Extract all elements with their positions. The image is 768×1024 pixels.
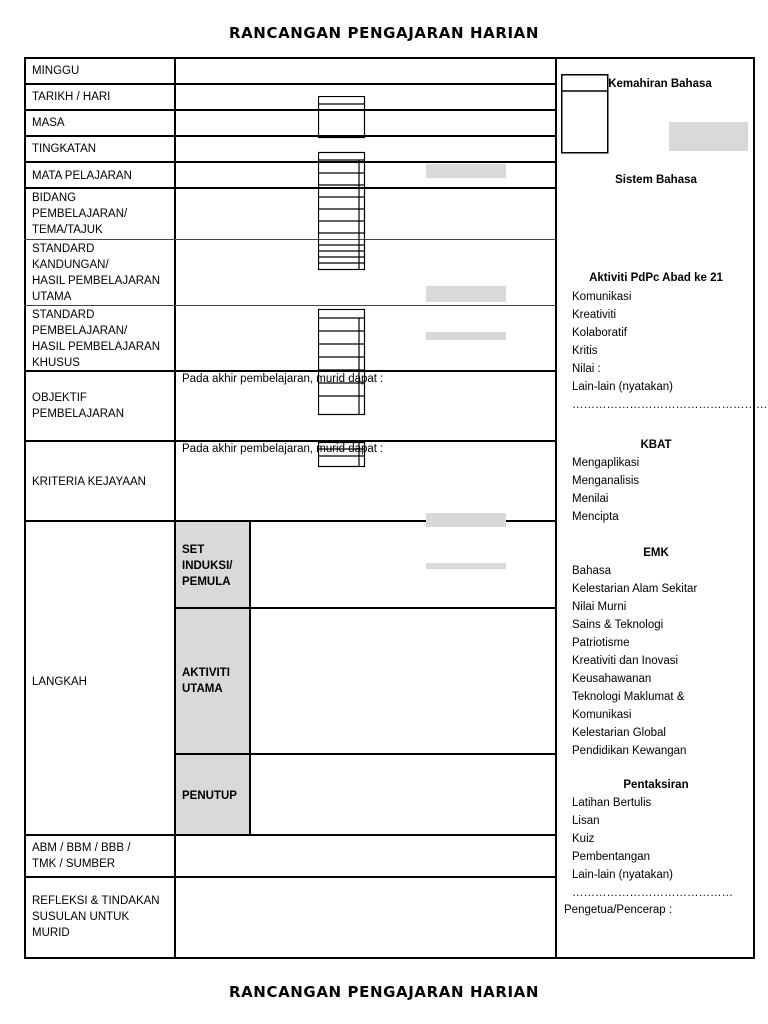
- label-tingkatan: TINGKATAN: [32, 143, 97, 155]
- aktiviti-heading: Aktiviti PdPc Abad ke 21: [589, 272, 723, 284]
- pentaksiran-list: [572, 794, 733, 902]
- label-mata-pelajaran: MATA PELAJARAN: [32, 170, 132, 182]
- list-item: Latihan Bertulis: [572, 797, 652, 809]
- list-item: Menganalisis: [572, 475, 640, 487]
- step-aktiviti-utama: AKTIVITI UTAMA: [182, 667, 230, 695]
- list-item: Keusahawanan: [572, 673, 652, 685]
- list-item: Pendidikan Kewangan: [572, 745, 687, 757]
- pentaksiran-heading: Pentaksiran: [623, 779, 689, 791]
- list-item: Kreativiti dan Inovasi: [572, 655, 679, 667]
- checkbox-grid-overlay: [318, 96, 367, 468]
- pengetua-label: Pengetua/Pencerap :: [564, 904, 673, 916]
- page-title: RANCANGAN PENGAJARAN HARIAN: [228, 24, 540, 42]
- list-item: Menilai: [572, 493, 609, 505]
- label-kriteria: KRITERIA KEJAYAAN: [32, 476, 146, 488]
- aktiviti-list: [572, 288, 768, 414]
- list-item: ……………………………………: [572, 887, 733, 899]
- list-item: Patriotisme: [572, 637, 630, 649]
- list-item: Kreativiti: [572, 309, 617, 321]
- list-item: Kelestarian Global: [572, 727, 666, 739]
- step-set-induksi: SET INDUKSI/ PEMULA: [182, 544, 233, 588]
- list-item: Kelestarian Alam Sekitar: [572, 583, 698, 595]
- footer-title: RANCANGAN PENGAJARAN HARIAN: [228, 983, 540, 1001]
- label-standard-kandungan: STANDARD KANDUNGAN/ HASIL PEMBELAJARAN UTAMA: [32, 243, 161, 303]
- label-objektif: OBJEKTIF PEMBELAJARAN: [32, 392, 125, 420]
- prompt-objektif: Pada akhir pembelajaran, murid dapat :: [182, 373, 384, 385]
- label-abm: ABM / BBM / BBB / TMK / SUMBER: [32, 842, 131, 870]
- label-bidang: BIDANG PEMBELAJARAN/ TEMA/TAJUK: [32, 192, 128, 236]
- kbat-list: [572, 454, 639, 526]
- emk-list: [572, 562, 697, 760]
- label-standard-pembelajaran: STANDARD PEMBELAJARAN/ HASIL PEMBELAJARAN KHUSUS: [32, 309, 161, 369]
- list-item: Komunikasi: [572, 709, 632, 721]
- list-item: Nilai :: [572, 363, 601, 375]
- label-tarikh: TARIKH / HARI: [32, 91, 111, 103]
- list-item: Sains & Teknologi: [572, 619, 664, 631]
- label-minggu: MINGGU: [32, 65, 80, 77]
- list-item: Mencipta: [572, 511, 619, 523]
- emk-heading: EMK: [643, 547, 669, 559]
- list-item: Kritis: [572, 345, 598, 357]
- sistem-bahasa-heading: Sistem Bahasa: [615, 174, 697, 186]
- list-item: Kuiz: [572, 833, 595, 845]
- list-item: Lisan: [572, 815, 600, 827]
- label-refleksi: REFLEKSI & TINDAKAN SUSULAN UNTUK MURID: [32, 895, 160, 939]
- list-item: Nilai Murni: [572, 601, 627, 613]
- label-masa: MASA: [32, 117, 65, 129]
- list-item: Lain-lain (nyatakan): [572, 381, 674, 393]
- list-item: Mengaplikasi: [572, 457, 640, 469]
- list-item: Kolaboratif: [572, 327, 627, 339]
- list-item: Bahasa: [572, 565, 612, 577]
- kemahiran-bahasa-heading: Kemahiran Bahasa: [608, 78, 712, 90]
- label-langkah: LANGKAH: [32, 676, 87, 688]
- list-item: ……………………………………………: [572, 399, 768, 411]
- list-item: Teknologi Maklumat &: [572, 691, 685, 703]
- prompt-kriteria: Pada akhir pembelajaran, murid dapat :: [182, 443, 384, 455]
- kbat-heading: KBAT: [640, 439, 672, 451]
- list-item: Pembentangan: [572, 851, 651, 863]
- step-penutup: PENUTUP: [182, 790, 237, 802]
- list-item: Lain-lain (nyatakan): [572, 869, 674, 881]
- list-item: Komunikasi: [572, 291, 632, 303]
